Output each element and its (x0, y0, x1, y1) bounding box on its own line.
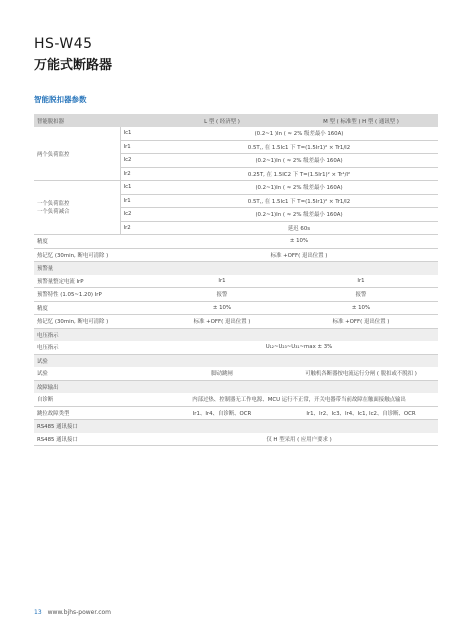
row-label: 预警量整定电流 IrP (34, 275, 160, 288)
value-cell: 0.5T,, 在 1.5Ic1 下 T=(1.5Ir1)² × Tr1/I2 (160, 194, 438, 208)
m-value-cell: Ir1 (284, 275, 438, 288)
table-row (34, 181, 438, 195)
value-cell: ± 10% (160, 235, 438, 249)
row-label: 精度 (34, 301, 160, 315)
table-row (34, 367, 438, 380)
header-mh-type: M 型 ( 标准型 ) H 型 ( 通讯型 ) (284, 114, 438, 127)
table-row (34, 275, 438, 288)
page-footer (34, 609, 111, 616)
value-cell: 延迟 60s (160, 221, 438, 235)
section-label-comm: RS485 通讯接口 (34, 420, 438, 433)
section-band (34, 354, 438, 367)
row-label: 热记忆 (30min, 断电可清除 ) (34, 315, 160, 329)
row-label: 跳位故障类型 (34, 406, 160, 420)
section-title: 智能脱扣器参数 (34, 95, 87, 104)
l-value-cell: 标准 +OFF( 退出位置 ) (160, 315, 284, 329)
section-band (34, 262, 438, 275)
l-value-cell: ± 10% (160, 301, 284, 315)
section-band (34, 328, 438, 341)
value-cell: (0.2~1)In ( ≈ 2% 级差最小 160A) (160, 181, 438, 195)
section-band (34, 380, 438, 393)
model-title: HS-W45 (34, 36, 93, 52)
group-label-load-monitor: 两个负荷监控 (34, 127, 120, 181)
group-label-line-2: 一个负荷减合 (37, 208, 70, 215)
table-row (34, 393, 438, 406)
m-value-cell: 可触机各断器按电流运行分闸 ( 脱扣或不脱扣 ) (284, 367, 438, 380)
table-header-row (34, 114, 438, 127)
param-cell: Ir1 (120, 140, 160, 154)
m-value-cell: 报警 (284, 288, 438, 302)
m-value-cell: ± 10% (284, 301, 438, 315)
row-label: 热记忆 (30min, 断电可清除 ) (34, 248, 160, 262)
param-cell: Ir2 (120, 221, 160, 235)
table-row (34, 406, 438, 420)
param-cell: Ic1 (120, 127, 160, 140)
table-row (34, 127, 438, 140)
website-link[interactable]: www.bjhs-power.com (47, 609, 112, 616)
value-cell: 仅 H 型采用 ( 应用户要求 ) (160, 433, 438, 446)
row-label: 精度 (34, 235, 160, 249)
param-cell: Ic2 (120, 154, 160, 168)
l-value-cell: Ir1、Ir4、自诊断、OCR (160, 406, 284, 420)
value-cell: (0.2~1)In ( ≈ 2% 级差最小 160A) (160, 154, 438, 168)
table-row (34, 248, 438, 262)
section-label-preheat: 预警量 (34, 262, 438, 275)
param-cell: Ic1 (120, 181, 160, 195)
parameter-table (34, 114, 438, 446)
value-cell: (0.2~1 )In ( ≈ 2% 级差最小 160A) (160, 127, 438, 140)
m-value-cell: 标准 +OFF( 退出位置 ) (284, 315, 438, 329)
l-value-cell: Ir1 (160, 275, 284, 288)
l-value-cell: 脚动跳闸 (160, 367, 284, 380)
value-cell: 0.25T, 在 1.5IC2 下 T=(1.5Ir1)² × Tr¹/I² (160, 167, 438, 181)
row-label: 预警特性 (1.05~1.20) IrP (34, 288, 160, 302)
row-label: 电压指示 (34, 341, 160, 354)
row-label: RS485 通讯接口 (34, 433, 160, 446)
row-label: 自诊断 (34, 393, 160, 406)
value-cell: 标准 +OFF( 退出位置 ) (160, 248, 438, 262)
param-cell: Ic2 (120, 208, 160, 222)
table-row (34, 433, 438, 446)
param-cell: Ir1 (120, 194, 160, 208)
value-cell: 内部过热、控制器无工作电源、MCU 运行不正常，开关电器带当前故障在触面接触点输出 (160, 393, 438, 406)
value-cell: U₁₂~U₂₃~U₃₁~max ± 3% (160, 341, 438, 354)
table-row (34, 301, 438, 315)
group-label-line-1: 一个负荷监控 (37, 200, 70, 207)
table-row (34, 288, 438, 302)
value-cell: (0.2~1)In ( ≈ 2% 级差最小 160A) (160, 208, 438, 222)
section-label-test: 试验 (34, 354, 438, 367)
table-row (34, 315, 438, 329)
section-label-fault: 故障输出 (34, 380, 438, 393)
table-row (34, 341, 438, 354)
param-cell: Ir2 (120, 167, 160, 181)
header-l-type: L 型 ( 经济型 ) (160, 114, 284, 127)
product-subtitle: 万能式断路器 (34, 58, 113, 73)
m-value-cell: Ir1、Ir2、Ic3、Ir4、Ic1, Ic2、自诊断、OCR (284, 406, 438, 420)
page-number: 13 (34, 609, 42, 616)
group-label-single-load (34, 181, 120, 235)
table-row (34, 235, 438, 249)
row-label: 试验 (34, 367, 160, 380)
l-value-cell: 报警 (160, 288, 284, 302)
section-band (34, 420, 438, 433)
section-label-voltage: 电压指示 (34, 328, 438, 341)
value-cell: 0.5T,, 在 1.5Ic1 下 T=(1.5Ir1)² × Tr1/I2 (160, 140, 438, 154)
header-trip-unit: 智能脱扣器 (34, 114, 160, 127)
